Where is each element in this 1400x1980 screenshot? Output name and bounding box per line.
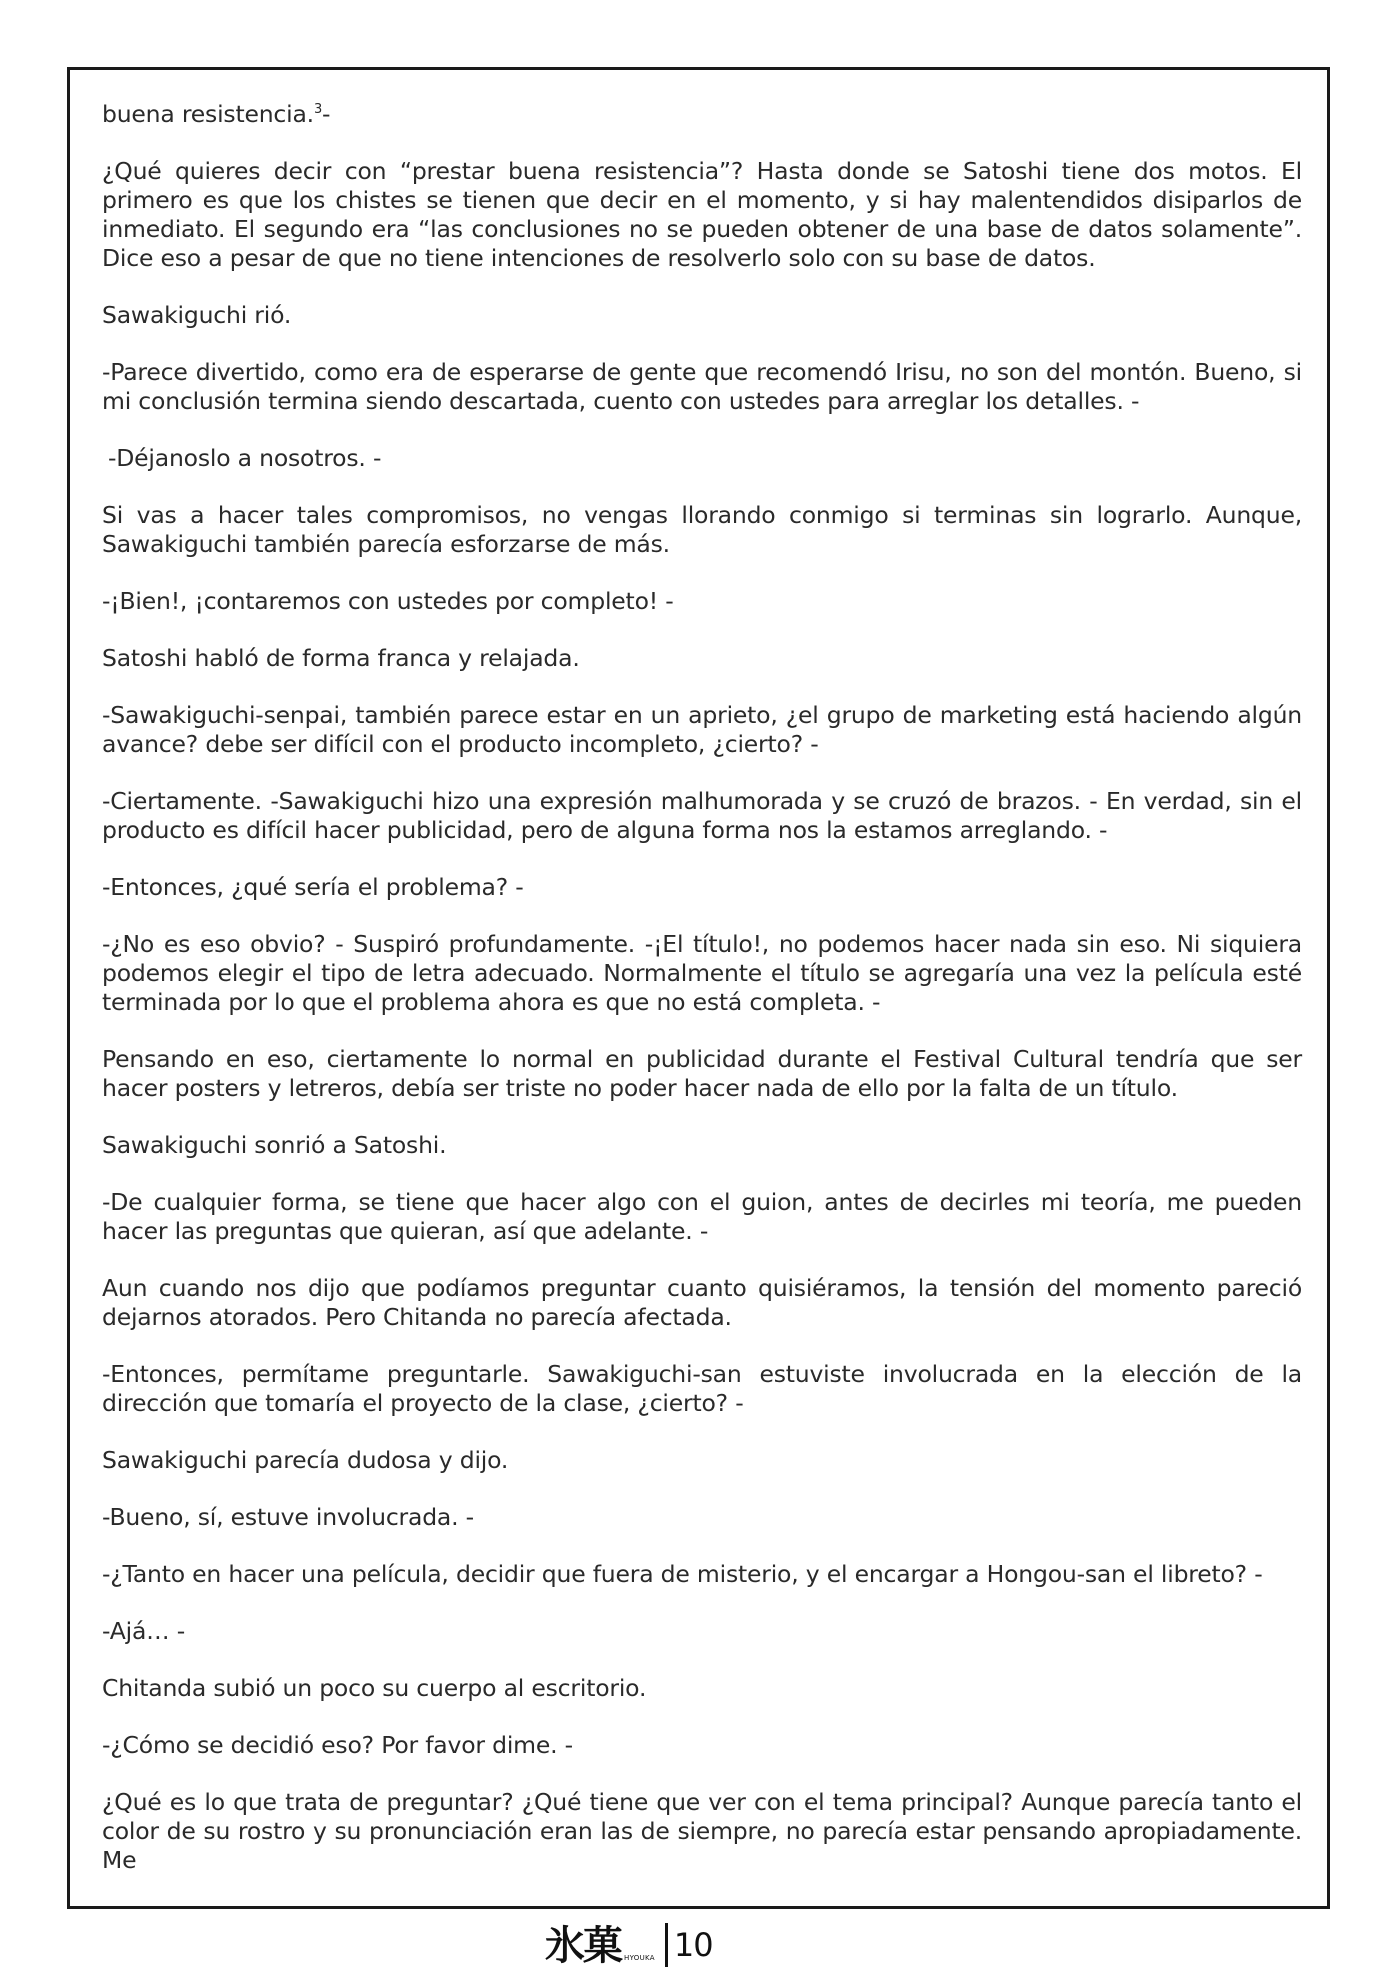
paragraph-13: Pensando en eso, ciertamente lo normal en publicidad durante el Festival Cultural tendría que ser hacer posters y letreros, debía ser triste no poder hacer nada de ello por la falta de un título. xyxy=(102,1045,1302,1102)
page-number: 10 xyxy=(673,1926,713,1964)
page-footer xyxy=(545,1918,713,1972)
hyouka-logo xyxy=(545,1920,655,1970)
paragraph-22: Chitanda subió un poco su cuerpo al escritorio. xyxy=(102,1674,647,1702)
logo-kanji: 氷菓 xyxy=(545,1922,621,1969)
paragraph-23: -¿Cómo se decidió eso? Por favor dime. - xyxy=(102,1731,573,1759)
paragraph-2: ¿Qué quieres decir con “prestar buena resistencia”? Hasta donde se Satoshi tiene dos motos. El primero es que los chistes se tienen que decir en el momento, y si hay malentendidos disiparlos de inmediato. El segundo era “las conclusiones no se pueden obtener de una base de datos solamente”. Dice eso a pesar de que no tiene intenciones de resolverlo solo con su base de datos. xyxy=(102,157,1302,272)
footnote-marker[interactable]: 3 xyxy=(313,102,323,118)
paragraph-1: buena resistencia.$^3$- xyxy=(102,100,331,128)
text-body xyxy=(102,100,1302,1903)
paragraph-14: Sawakiguchi sonrió a Satoshi. xyxy=(102,1131,447,1159)
paragraph-8: Satoshi habló de forma franca y relajada. xyxy=(102,644,580,672)
paragraph-7: -¡Bien!, ¡contaremos con ustedes por completo! - xyxy=(102,587,674,615)
paragraph-5: -Déjanoslo a nosotros. - xyxy=(108,444,382,472)
paragraph-3: Sawakiguchi rió. xyxy=(102,301,292,329)
page-frame xyxy=(67,67,1330,1909)
logo-subtitle: HYOUKA xyxy=(624,1954,655,1962)
paragraph-11: -Entonces, ¿qué sería el problema? - xyxy=(102,873,524,901)
paragraph-9: -Sawakiguchi-senpai, también parece estar en un aprieto, ¿el grupo de marketing está haciendo algún avance? debe ser difícil con el producto incompleto, ¿cierto? - xyxy=(102,701,1302,758)
paragraph-17: -Entonces, permítame preguntarle. Sawakiguchi-san estuviste involucrada en la elección de la dirección que tomaría el proyecto de la clase, ¿cierto? - xyxy=(102,1360,1302,1417)
paragraph-20: -¿Tanto en hacer una película, decidir que fuera de misterio, y el encargar a Hongou-san el libreto? - xyxy=(102,1560,1263,1588)
paragraph-21: -Ajá… - xyxy=(102,1617,186,1645)
paragraph-19: -Bueno, sí, estuve involucrada. - xyxy=(102,1503,474,1531)
page-number-divider xyxy=(665,1923,668,1967)
paragraph-24: ¿Qué es lo que trata de preguntar? ¿Qué tiene que ver con el tema principal? Aunque parecía tanto el color de su rostro y su pronunciación eran las de siempre, no parecía estar pensando apropiadamente. Me xyxy=(102,1788,1302,1874)
paragraph-16: Aun cuando nos dijo que podíamos preguntar cuanto quisiéramos, la tensión del momento pareció dejarnos atorados. Pero Chitanda no parecía afectada. xyxy=(102,1274,1302,1331)
paragraph-4: -Parece divertido, como era de esperarse de gente que recomendó Irisu, no son del montón. Bueno, si mi conclusión termina siendo descartada, cuento con ustedes para arreglar los detalles. - xyxy=(102,358,1302,415)
paragraph-15: -De cualquier forma, se tiene que hacer algo con el guion, antes de decirles mi teoría, me pueden hacer las preguntas que quieran, así que adelante. - xyxy=(102,1188,1302,1245)
paragraph-18: Sawakiguchi parecía dudosa y dijo. xyxy=(102,1446,509,1474)
paragraph-12: -¿No es eso obvio? - Suspiró profundamente. -¡El título!, no podemos hacer nada sin eso. Ni siquiera podemos elegir el tipo de letra adecuado. Normalmente el título se agregaría una vez la película esté terminada por lo que el problema ahora es que no está completa. - xyxy=(102,930,1302,1016)
paragraph-10: -Ciertamente. -Sawakiguchi hizo una expresión malhumorada y se cruzó de brazos. - En verdad, sin el producto es difícil hacer publicidad, pero de alguna forma nos la estamos arreglando. - xyxy=(102,787,1302,844)
paragraph-6: Si vas a hacer tales compromisos, no vengas llorando conmigo si terminas sin lograrlo. Aunque, Sawakiguchi también parecía esforzarse de más. xyxy=(102,501,1302,558)
